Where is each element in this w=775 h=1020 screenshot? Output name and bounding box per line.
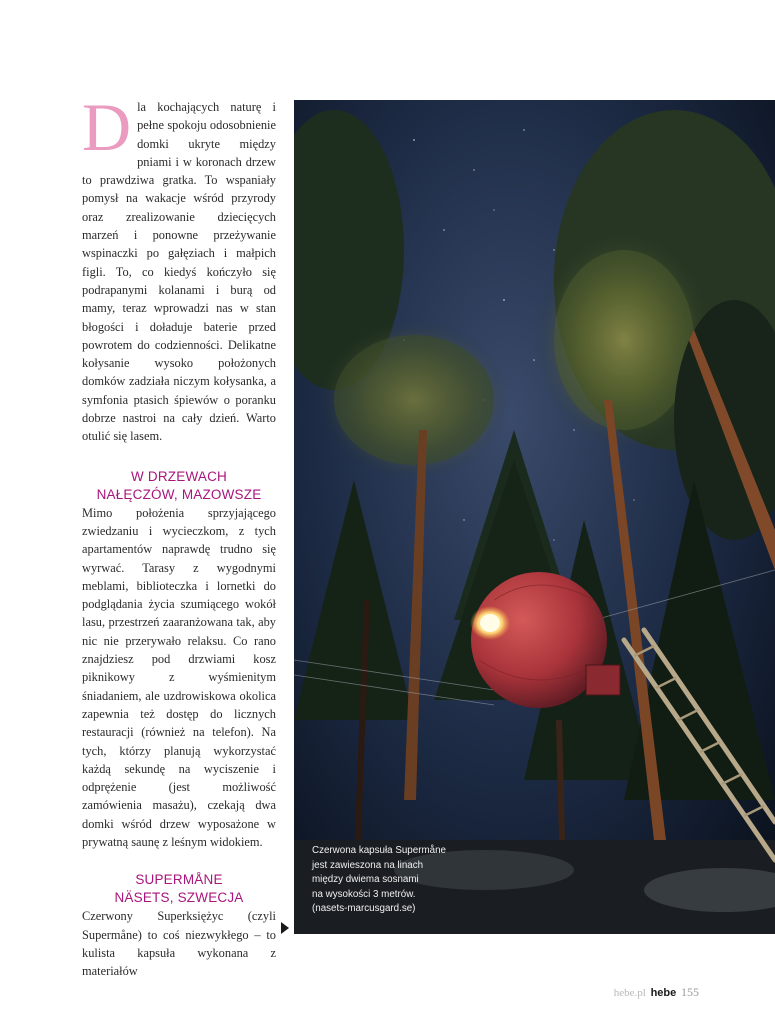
section-paragraph-nałęczów: Mimo położenia sprzyjającego zwiedzaniu i wycieczkom, z tych apartamentów naprawdę trudno się wyrwać. Tarasy z wygodnymi meblami, biblioteczka i lornetki do podglądania życia szumiącego wokół lasu, przestrzeń zaaranżowana tak, aby nic nie przerywało relaksu. Co rano znajdziesz pod drzwiami kosz piknikowy z wyśmienitym śniadaniem, ale uzdrowiskowa okolica zapewnia też dostęp do licznych restauracji (również na telefon). Na tych, którzy planują wykorzystać każdą sekundę na wyciszenie i odprężenie (jest możliwość zamówienia masażu), czekają dwa domki wśród drzew wyposażone w prywatną saunę z leśnym widokiem.: [82, 505, 276, 849]
section-paragraph-supermane: Czerwony Superksiężyc (czyli Supermåne) to coś niezwykłego – to kulista kapsuła wykonana z materiałów: [82, 909, 276, 979]
caption-line: Czerwona kapsuła Supermåne: [312, 845, 446, 856]
page-number: 155: [681, 985, 699, 999]
article-photo: [294, 100, 775, 934]
intro-paragraph: [82, 89, 276, 446]
caption-line: jest zawieszona na linach: [312, 859, 424, 871]
footer-brand-logo: hebe: [650, 987, 677, 999]
photo-caption: [312, 844, 472, 917]
caption-line: między dwiema sosnami: [312, 874, 419, 886]
section-heading-line: NÄSETS, SZWECJA: [114, 890, 244, 906]
section-heading-nałęczów: [82, 468, 276, 504]
drop-cap: D: [82, 89, 132, 165]
intro-text: la kochających naturę i pełne spokoju odosobnienie domki ukryte między pniami i w koronach drzew to prawdziwa gratka. To wspaniały pomysł na wakacje wśród przyrody oraz zrealizowanie dziecięcych marzeń i ponowne przeżywanie wspinaczki po gałęziach i małpich figli. To, co kiedyś kończyło się podrapanymi kolanami i burą od mamy, teraz wprowadzi nas w stan błogości i doładuje baterie przed powrotem do codzienności. Delikatne kołysanie wysoko położonych domków zadziała niczym kołysanka, a symfonia ptasich śpiewów o poranku dobrze nastroi na cały dzień. Warto otulić się lasem.: [82, 100, 276, 444]
section-heading-line: NAŁĘCZÓW, MAZOWSZE: [96, 486, 262, 502]
section-heading-supermane: [82, 871, 276, 907]
section-heading-line: SUPERMÅNE: [135, 872, 223, 888]
section-heading-line: W DRZEWACH: [131, 468, 227, 484]
night-forest-capsule-illustration: [294, 100, 775, 934]
caption-line: na wysokości 3 metrów.: [312, 888, 416, 900]
footer-site: hebe.pl: [613, 987, 646, 999]
page-footer: [614, 985, 699, 1000]
caption-line: (nasets-marcusgard.se): [312, 903, 416, 915]
article-column: [82, 89, 276, 980]
continue-arrow-icon: [281, 922, 289, 934]
